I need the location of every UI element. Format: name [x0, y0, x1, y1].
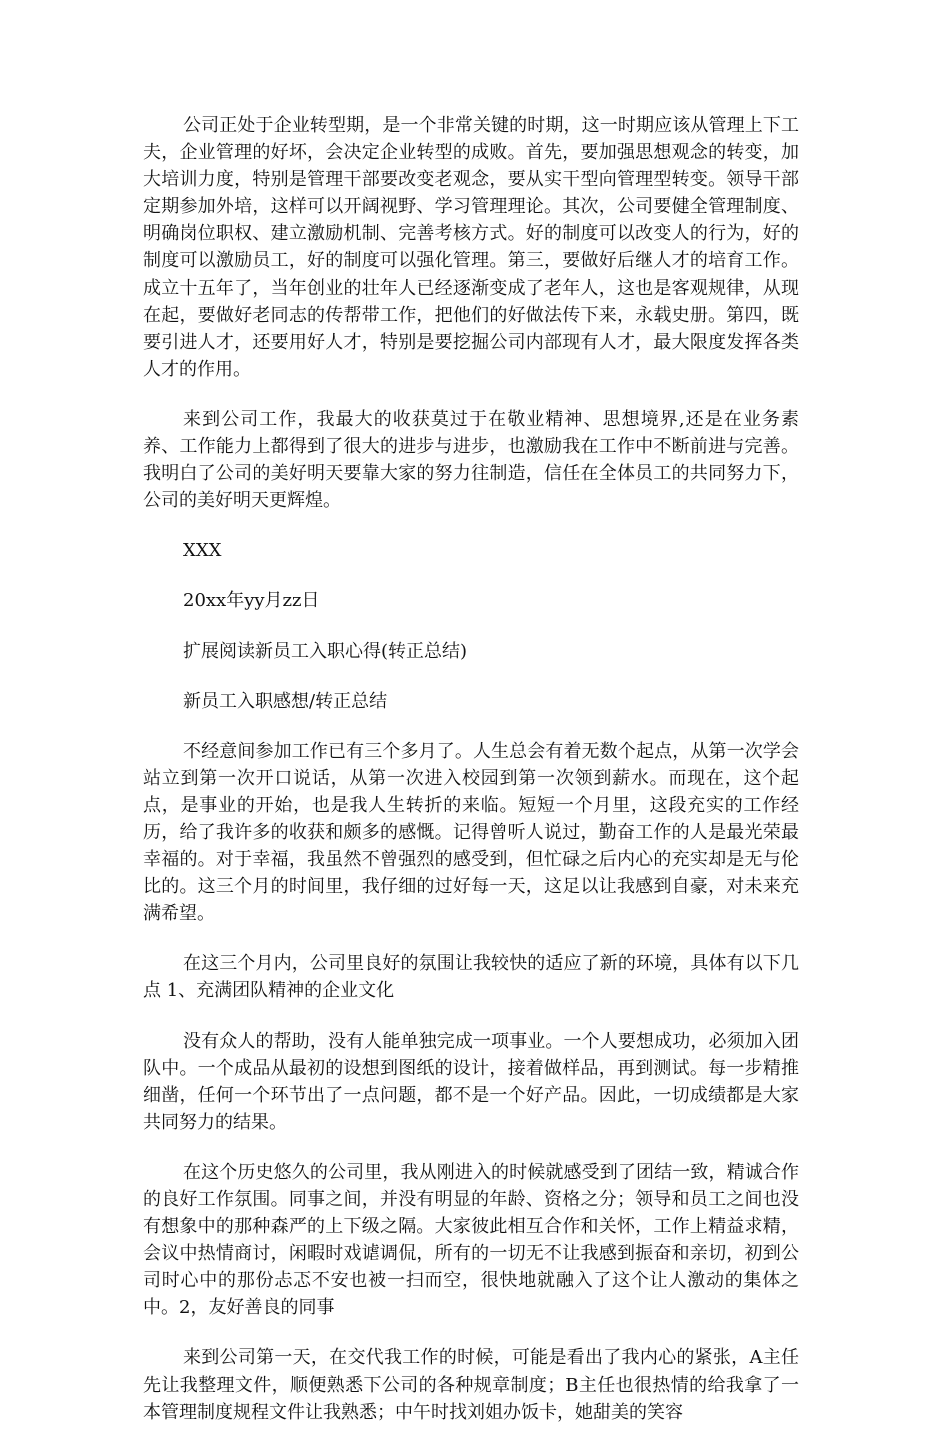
paragraph-atmosphere: 在这个历史悠久的公司里，我从刚进入的时候就感受到了团结一致，精诚合作的良好工作氛围。同事之间，并没有明显的年龄、资格之分；领导和员工之间也没有想象中的那种森严的上下级之隔。大家彼此相互合作和关怀，工作上精益求精，会议中热情商讨，闲暇时戏谑调侃，所有的一切无不让我感到振奋和亲切，初到公司时心中的那份忐忑不安也被一扫而空，很快地就融入了这个让人激动的集体之中。2，友好善良的同事: [143, 1161, 799, 1319]
signature: XXX: [183, 540, 222, 562]
paragraph-gains: 来到公司工作，我最大的收获莫过于在敬业精神、思想境界,还是在业务素养、工作能力上都得到了很大的进步与进步，也激励我在工作中不断前进与完善。我明白了公司的美好明天要靠大家的努力往制造，信任在全体员工的共同努力下，公司的美好明天更辉煌。: [143, 408, 799, 512]
paragraph-transformation: 公司正处于企业转型期，是一个非常关键的时期，这一时期应该从管理上下工夫，企业管理的好坏，会决定企业转型的成败。首先，要加强思想观念的转变，加大培训力度，特别是管理干部要改变老观念，要从实干型向管理型转变。领导干部定期参加外培，这样可以开阔视野、学习管理理论。其次，公司要健全管理制度、明确岗位职权、建立激励机制、完善考核方式。好的制度可以改变人的行为，好的制度可以激励员工，好的制度可以强化管理。第三，要做好后继人才的培育工作。成立十五年了，当年创业的壮年人已经逐渐变成了老年人，这也是客观规律，从现在起，要做好老同志的传帮带工作，把他们的好做法传下来，永载史册。第四，既要引进人才，还要用好人才，特别是要挖掘公司内部现有人才，最大限度发挥各类人才的作用。: [143, 115, 799, 380]
paragraph-environment: 在这三个月内，公司里良好的氛围让我较快的适应了新的环境，具体有以下几点 1、充满团队精神的企业文化: [143, 953, 799, 1002]
paragraph-colleagues: 来到公司第一天，在交代我工作的时候，可能是看出了我内心的紧张，A主任先让我整理文件，顺便熟悉下公司的各种规章制度；B主任也很热情的给我拿了一本管理制度规程文件让我熟悉；中午时找刘姐办饭卡，她甜美的笑容: [143, 1347, 799, 1423]
document-page: [143, 112, 799, 1449]
paragraph-start: 不经意间参加工作已有三个多月了。人生总会有着无数个起点，从第一次学会站立到第一次开口说话，从第一次进入校园到第一次领到薪水。而现在，这个起点，是事业的开始，也是我人生转折的来临。短短一个月里，这段充实的工作经历，给了我许多的收获和颇多的感慨。记得曾听人说过，勤奋工作的人是最光荣最幸福的。对于幸福，我虽然不曾强烈的感受到，但忙碌之后内心的充实却是无与伦比的。这三个月的时间里，我仔细的过好每一天，这足以让我感到自豪，对未来充满希望。: [143, 740, 799, 925]
extended-reading-title: 扩展阅读新员工入职心得(转正总结): [183, 640, 468, 662]
section-subtitle: 新员工入职感想/转正总结: [183, 690, 388, 712]
paragraph-teamwork: 没有众人的帮助，没有人能单独完成一项事业。一个人要想成功，必须加入团队中。一个成品从最初的设想到图纸的设计，接着做样品，再到测试。每一步精推细凿，任何一个环节出了一点问题，都不是一个好产品。因此，一切成绩都是大家共同努力的结果。: [143, 1030, 799, 1133]
date: 20xx年yy月zz日: [183, 590, 320, 612]
